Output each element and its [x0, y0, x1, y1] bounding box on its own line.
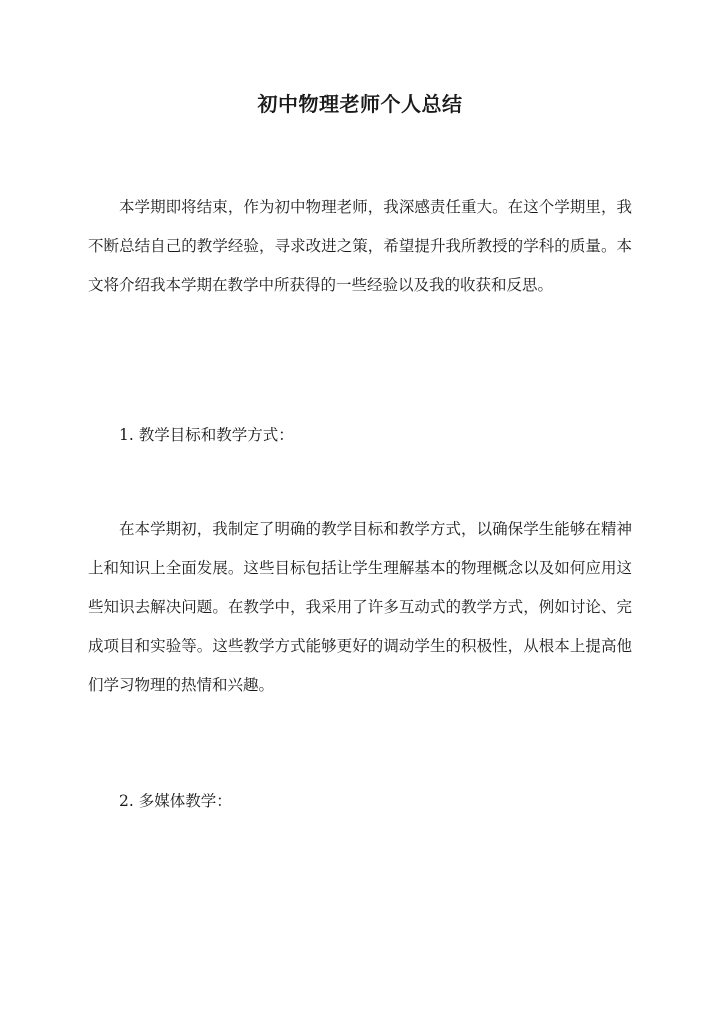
section-paragraph-teaching-goals: 在本学期初，我制定了明确的教学目标和教学方式，以确保学生能够在精神上和知识上全面发展。这些目标包括让学生理解基本的物理概念以及如何应用这些知识去解决问题。在教学中，我采用了许多互动式的教学方式，例如讨论、完成项目和实验等。这些教学方式能够更好的调动学生的积极性，从根本上提高他们学习物理的热情和兴趣。	[88, 520, 632, 694]
section-heading-teaching-goals: 1. 教学目标和教学方式：	[119, 426, 294, 444]
section-heading-multimedia: 2. 多媒体教学：	[119, 792, 232, 810]
document-title: 初中物理老师个人总结	[257, 92, 463, 116]
intro-paragraph: 本学期即将结束，作为初中物理老师，我深感责任重大。在这个学期里，我不断总结自己的教学经验，寻求改进之策，希望提升我所教授的学科的质量。本文将介绍我本学期在教学中所获得的一些经验以及我的收获和反思。	[88, 198, 632, 294]
